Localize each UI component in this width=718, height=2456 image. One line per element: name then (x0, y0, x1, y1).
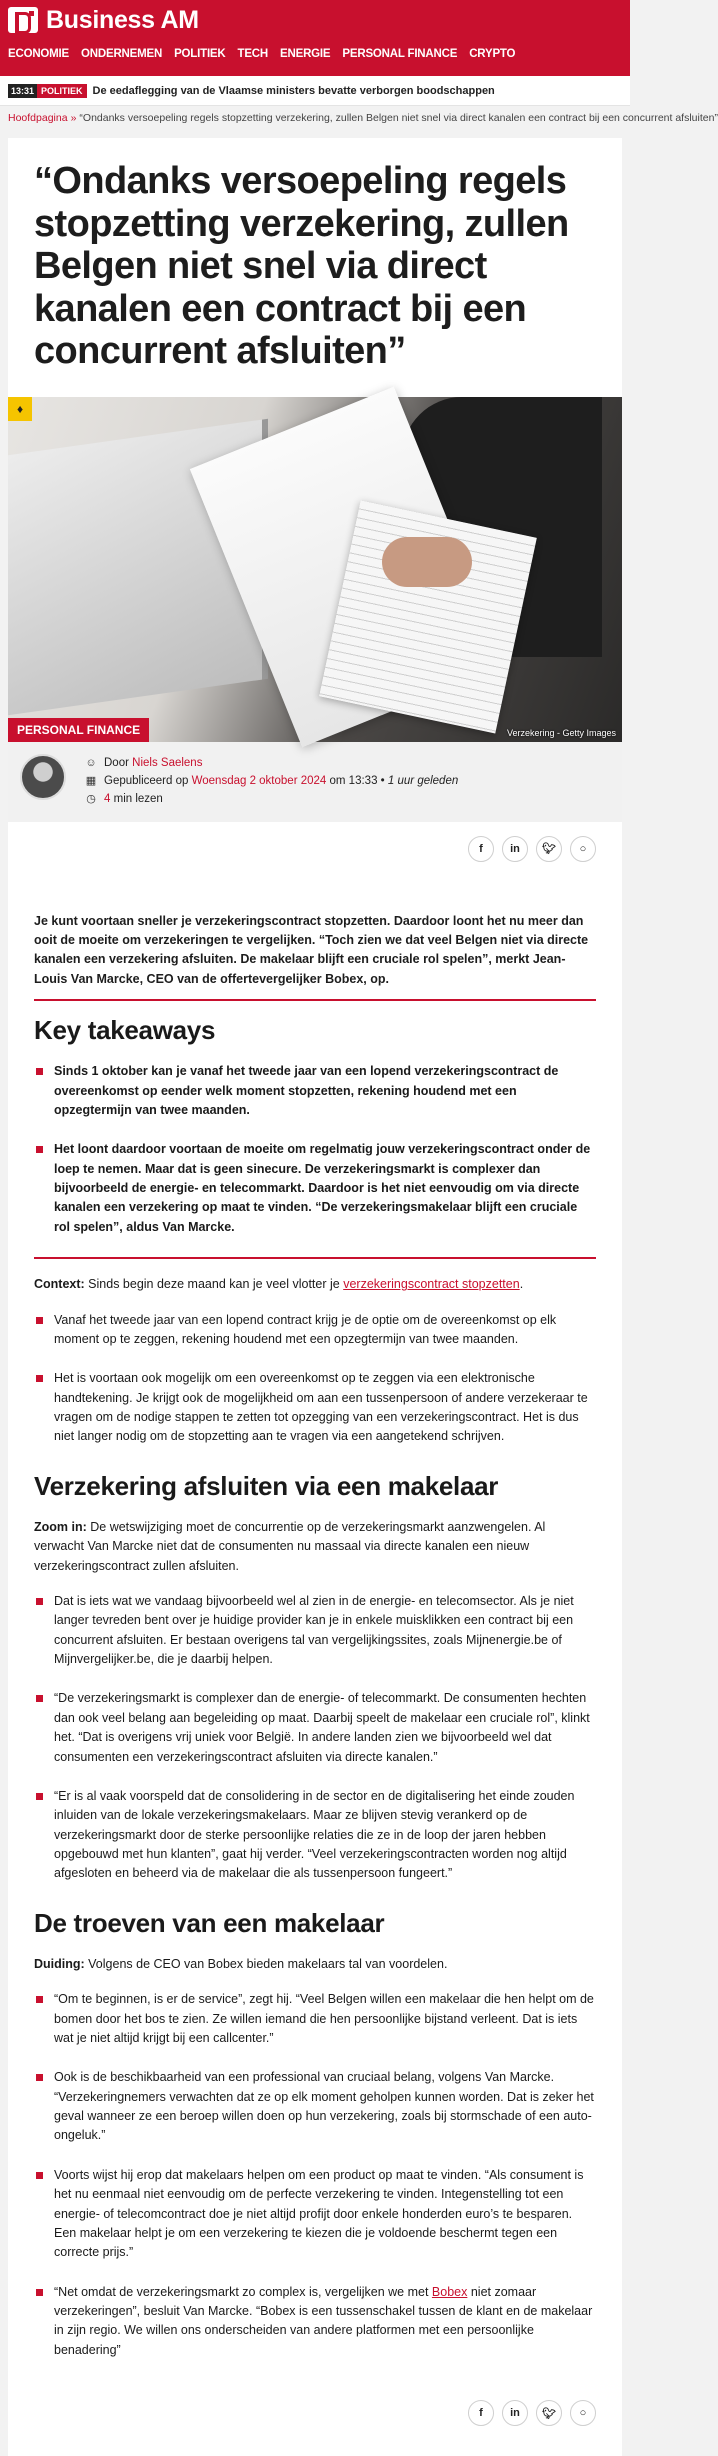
meta-read-line (84, 790, 458, 808)
business-am-logo-icon[interactable] (8, 7, 38, 33)
meta-bullet: • (380, 774, 385, 787)
article-card (8, 138, 622, 2456)
news-ticker[interactable] (0, 76, 630, 106)
list-item: “De verzekeringsmarkt is complexer dan de energie- of telecommarkt. De consumenten hechten dan ook veel belang aan begeleiding op maat. Daarbij speelt de makelaar een cruciale rol”, klinkt het. “Dat is overigens vrij uniek voor België. In andere landen zien we bijvoorbeeld wel dat consumenten een verzekeringscontract afsluiten via directe kanalen.” (34, 1689, 596, 1767)
key-takeaways-list (34, 1062, 596, 1237)
whatsapp-share-icon[interactable]: ○ (570, 2400, 596, 2426)
read-minutes: 4 (104, 792, 111, 805)
premium-diamond-icon: ♦ (8, 397, 32, 421)
meta-author-line (84, 754, 458, 772)
main-nav (8, 40, 622, 68)
duiding-paragraph (34, 1955, 596, 1974)
list-item: Ook is de beschikbaarheid van een professional van cruciaal belang, volgens Van Marcke. “Verzekeringnemers verwachten dat ze op elk moment geholpen kunnen worden. Dat is zeker het geval wanneer ze een beroep willen doen op hun verzekering, zoals bij stormschade of een auto-ongeluk.” (34, 2068, 596, 2146)
hero-hand-shape (382, 537, 472, 587)
author-avatar[interactable] (20, 754, 66, 800)
hero-image (8, 397, 622, 742)
user-icon: ☺ (85, 756, 97, 769)
read-suffix: min lezen (113, 792, 163, 805)
nav-tech[interactable]: TECH (237, 48, 269, 60)
context-text: Sinds begin deze maand kan je veel vlotter je (84, 1277, 344, 1292)
facebook-share-icon[interactable]: f (468, 836, 494, 862)
author-prefix: Door (104, 756, 129, 769)
nav-ondernemen[interactable]: ONDERNEMEN (81, 48, 163, 60)
context-end: . (519, 1277, 524, 1292)
zoom-in-paragraph (34, 1518, 596, 1576)
list-item: “Om te beginnen, is er de service”, zegt hij. “Veel Belgen willen een makelaar die hen helpt om de bomen door het bos te zien. Ze willen iemand die hen persoonlijke bijstand verleent. Dat is iets wat je niet altijd krijgt bij een callcenter.” (34, 1990, 596, 2048)
clock-icon: ◷ (86, 793, 96, 806)
zoom-in-label: Zoom in: (34, 1519, 87, 1534)
context-list (34, 1311, 596, 1447)
calendar-icon: ▦ (85, 775, 97, 788)
section-title-makelaar: Verzekering afsluiten via een makelaar (34, 1470, 499, 1501)
nav-energie[interactable]: ENERGIE (280, 48, 331, 60)
article-meta (8, 742, 622, 822)
context-paragraph (34, 1275, 596, 1294)
image-caption: Verzekering - Getty Images (506, 727, 616, 738)
share-row-bottom (8, 2380, 622, 2426)
whatsapp-share-icon[interactable]: ○ (570, 836, 596, 862)
section-title-troeven: De troeven van een makelaar (34, 1907, 385, 1938)
published-ago: 1 uur geleden (387, 774, 459, 787)
final-quote-pre: “Net omdat de verzekeringsmarkt zo complex is, vergelijken we met (54, 2284, 432, 2299)
list-item (34, 2283, 596, 2361)
nav-crypto[interactable]: CRYPTO (469, 48, 516, 60)
zoom-in-text: De wetswijziging moet de concurrentie op de verzekeringsmarkt aanzwengelen. Al verwacht Van Marcke niet dat de consumenten nu massaal via directe kanalen een nieuw verzekeringscontract zullen afsluiten. (34, 1519, 546, 1573)
facebook-share-icon[interactable]: f (468, 2400, 494, 2426)
ticker-headline[interactable]: De eedaflegging van de Vlaamse ministers bevatte verborgen boodschappen (92, 84, 495, 97)
section2-list (34, 1990, 596, 2360)
list-item: Sinds 1 oktober kan je vanaf het tweede jaar van een lopend verzekeringscontract de overeenkomst op eender welk moment stopzetten, rekening houdend met een opzegtermijn van twee maanden. (34, 1062, 596, 1120)
ticker-category: POLITIEK (37, 84, 87, 98)
duiding-text: Volgens de CEO van Bobex bieden makelaars tal van voordelen. (84, 1956, 448, 1971)
published-date: Woensdag 2 oktober 2024 (191, 774, 327, 787)
context-label: Context: (34, 1277, 85, 1292)
article-lead: Je kunt voortaan sneller je verzekeringscontract stopzetten. Daardoor loont het nu meer dan ooit de moeite om verzekeringen te vergelijken. “Toch zien we dat veel Belgen niet via directe kanalen een verzekering afsluiten. De makelaar blijft een cruciale rol spelen”, merkt Jean-Louis Van Marcke, CEO van de offertevergelijker Bobex, op. (34, 913, 589, 986)
meta-date-line (84, 772, 458, 790)
context-link[interactable]: verzekeringscontract stopzetten (343, 1277, 520, 1292)
twitter-share-icon[interactable]: 🐦︎ (536, 836, 562, 862)
brand-row (8, 0, 622, 40)
linkedin-share-icon[interactable]: in (502, 2400, 528, 2426)
published-prefix: Gepubliceerd op (104, 774, 189, 787)
breadcrumb-current: “Ondanks versoepeling regels stopzetting verzekering, zullen Belgen niet snel via direct kanalen een contract bij een concurrent afsluiten” (79, 112, 718, 124)
list-item: Voorts wijst hij erop dat makelaars helpen om een product op maat te vinden. “Als consument is het nu eenmaal niet eenvoudig om de perfecte verzekering te vinden. Integenstelling tot een energie- of telecomcontract doe je niet altijd profijt door enkele honderden euro’s te besparen. Een makelaar helpt je om een verzekering te kiezen die je voldoende beschermt tegen een correcte prijs.” (34, 2166, 596, 2263)
breadcrumb-home[interactable]: Hoofdpagina (8, 112, 68, 124)
article-title: “Ondanks versoepeling regels stopzetting verzekering, zullen Belgen niet snel via direct kanalen een contract bij een concurrent afsluiten” (34, 160, 569, 373)
published-time: om 13:33 (329, 774, 378, 787)
section1-list (34, 1592, 596, 1884)
bobex-link[interactable]: Bobex (431, 2284, 468, 2299)
breadcrumb-separator: » (70, 112, 77, 124)
share-row-top (8, 822, 622, 874)
nav-economie[interactable]: ECONOMIE (8, 48, 70, 60)
final-quote-post: niet zomaar verzekeringen”, besluit Van Marcke. “Bobex is een tussenschakel tussen de klant en de makelaar in zijn regio. We willen ons onderscheiden van andere platformen met een persoonlijke benadering” (54, 2284, 593, 2357)
twitter-share-icon[interactable]: 🐦︎ (536, 2400, 562, 2426)
breadcrumb (0, 106, 718, 132)
ticker-time: 13:31 (8, 84, 37, 98)
list-item: Het loont daardoor voortaan de moeite om regelmatig jouw verzekeringscontract onder de loep te nemen. Maar dat is geen sinecure. De verzekeringsmarkt is complexer dan bijvoorbeeld de energie- en telecommarkt. Daardoor is het niet eenvoudig om via directe kanalen een verzekering op maat te vinden. “De verzekeringsmakelaar blijft een cruciale rol spelen”, aldus Van Marcke. (34, 1140, 596, 1237)
divider-top (34, 999, 596, 1001)
list-item: “Er is al vaak voorspeld dat de consolidering in de sector en de digitalisering het einde zouden inluiden van de lokale verzekeringsmakelaars. Maar ze blijven stevig verankerd op de verzekeringsmarkt door de sterke persoonlijke relaties die ze in de loop der jaren hebben opgebouwd met hun klanten”, gaat hij verder. “Veel verzekeringscontracten worden nog altijd afgesloten en beheerd via de makelaar die als tussenpersoon fungeert.” (34, 1787, 596, 1884)
linkedin-share-icon[interactable]: in (502, 836, 528, 862)
meta-lines (84, 754, 458, 808)
list-item: Het is voortaan ook mogelijk om een overeenkomst op te zeggen via een elektronische handtekening. Je krijgt ook de mogelijkheid om aan een tussenpersoon of andere verzekeraar te vragen om de nodige stappen te zetten tot opzegging van een verzekeringscontract. Het is dus niet langer nodig om de stopzetting aan te vragen via een aangetekend schrijven. (34, 1369, 596, 1447)
duiding-label: Duiding: (34, 1956, 85, 1971)
author-link[interactable]: Niels Saelens (132, 756, 203, 769)
category-badge[interactable]: PERSONAL FINANCE (8, 718, 149, 742)
nav-personal-finance[interactable]: PERSONAL FINANCE (342, 48, 458, 60)
list-item: Dat is iets wat we vandaag bijvoorbeeld wel al zien in de energie- en telecomsector. Als je niet langer tevreden bent over je huidige provider kan je in enkele muisklikken een contract bij een concurrent afsluiten. Er bestaan overigens tal van vergelijkingssites, zoals Mijnenergie.be of Mijnvergelijker.be, die je daarbij helpen. (34, 1592, 596, 1670)
brand-name[interactable]: Business AM (46, 5, 199, 34)
nav-politiek[interactable]: POLITIEK (174, 48, 226, 60)
key-takeaways-title: Key takeaways (34, 1015, 216, 1046)
article-body (8, 912, 622, 2361)
site-header (0, 0, 630, 76)
divider-bottom (34, 1257, 596, 1259)
list-item: Vanaf het tweede jaar van een lopend contract krijg je de optie om de overeenkomst op elk moment op te zeggen, rekening houdend met een opzegtermijn van twee maanden. (34, 1311, 596, 1350)
